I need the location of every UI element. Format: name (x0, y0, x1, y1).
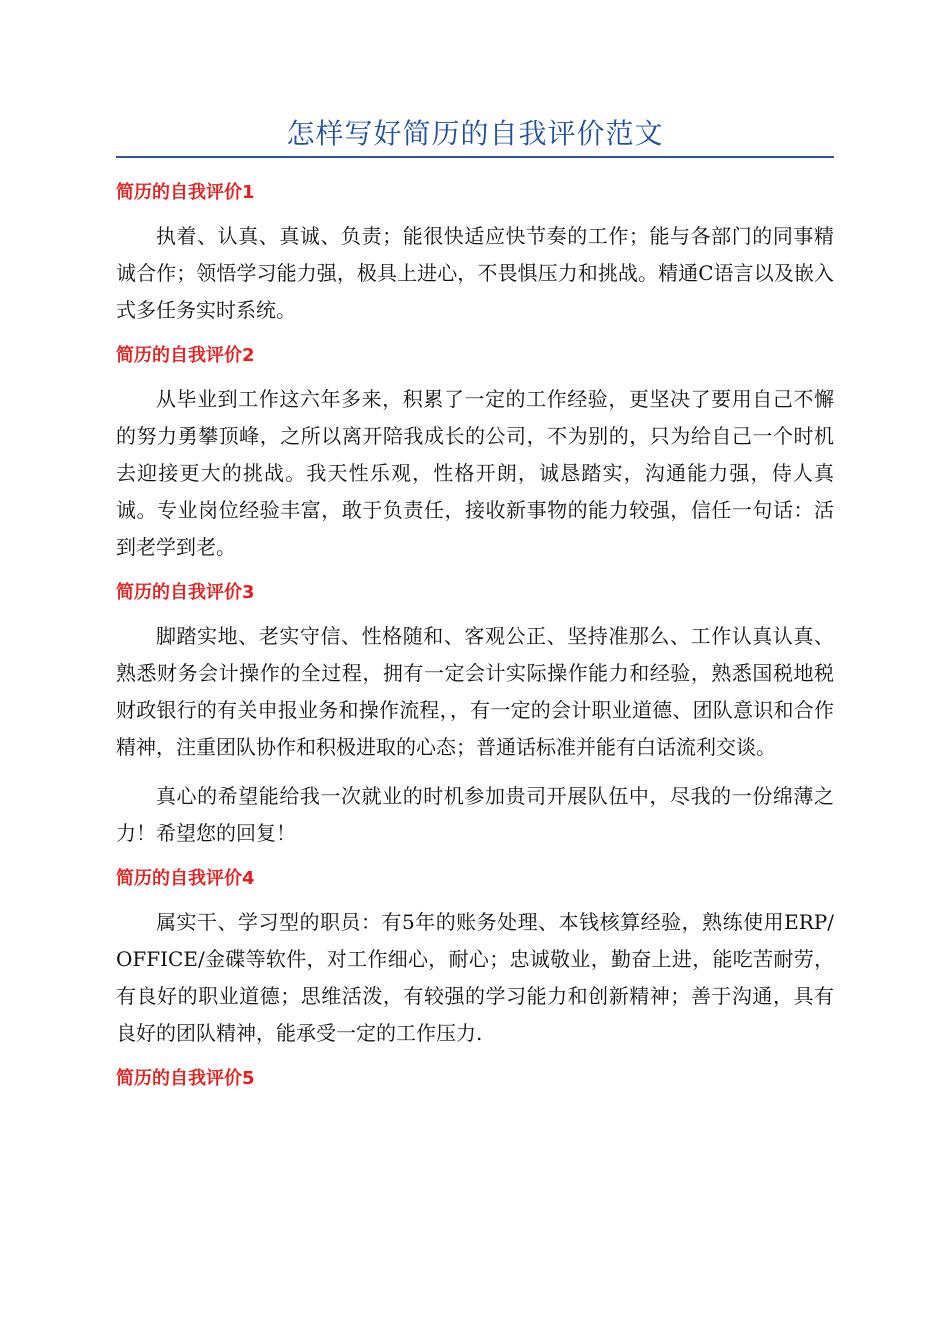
paragraph: 属实干、学习型的职员：有5年的账务处理、本钱核算经验，熟练使用ERP/OFFICE/金碟等软件，对工作细心，耐心；忠诚敬业，勤奋上进，能吃苦耐劳，有良好的职业道德；思维活泼，有较强的学习能力和创新精神；善于沟通，具有良好的团队精神，能承受一定的工作压力. (116, 910, 834, 1045)
section-heading: 简历的自我评价2 (116, 345, 255, 366)
section-5 (116, 1064, 834, 1094)
section-4 (116, 864, 834, 1052)
paragraph: 脚踏实地、老实守信、性格随和、客观公正、坚持准那么、工作认真认真、熟悉财务会计操作的全过程，拥有一定会计实际操作能力和经验，熟悉国税地税财政银行的有关申报业务和操作流程，，有一定的会计职业道德、团队意识和合作精神，注重团队协作和积极进取的心态；普通话标准并能有白话流利交谈。 (116, 624, 834, 759)
document-content (116, 112, 834, 1104)
document-title: 怎样写好简历的自我评价范文 (286, 117, 664, 150)
section-heading: 简历的自我评价1 (116, 182, 255, 203)
section-1 (116, 178, 834, 329)
section-heading: 简历的自我评价3 (116, 582, 255, 603)
section-2 (116, 341, 834, 566)
paragraph: 从毕业到工作这六年多来，积累了一定的工作经验，更坚决了要用自己不懈的努力勇攀顶峰，之所以离开陪我成长的公司，不为别的，只为给自己一个时机去迎接更大的挑战。我天性乐观，性格开朗，诚恳踏实，沟通能力强，侍人真诚。专业岗位经验丰富，敢于负责任，接收新事物的能力较强，信任一句话：活到老学到老。 (116, 387, 834, 559)
paragraph: 真心的希望能给我一次就业的时机参加贵司开展队伍中，尽我的一份绵薄之力！希望您的回复！ (116, 784, 834, 845)
title-underline (116, 156, 834, 158)
section-heading: 简历的自我评价5 (116, 1068, 255, 1089)
section-heading: 简历的自我评价4 (116, 868, 255, 889)
paragraph: 执着、认真、真诚、负责；能很快适应快节奏的工作；能与各部门的同事精诚合作；领悟学习能力强，极具上进心，不畏惧压力和挑战。精通C语言以及嵌入式多任务实时系统。 (116, 224, 834, 322)
section-3 (116, 578, 834, 852)
